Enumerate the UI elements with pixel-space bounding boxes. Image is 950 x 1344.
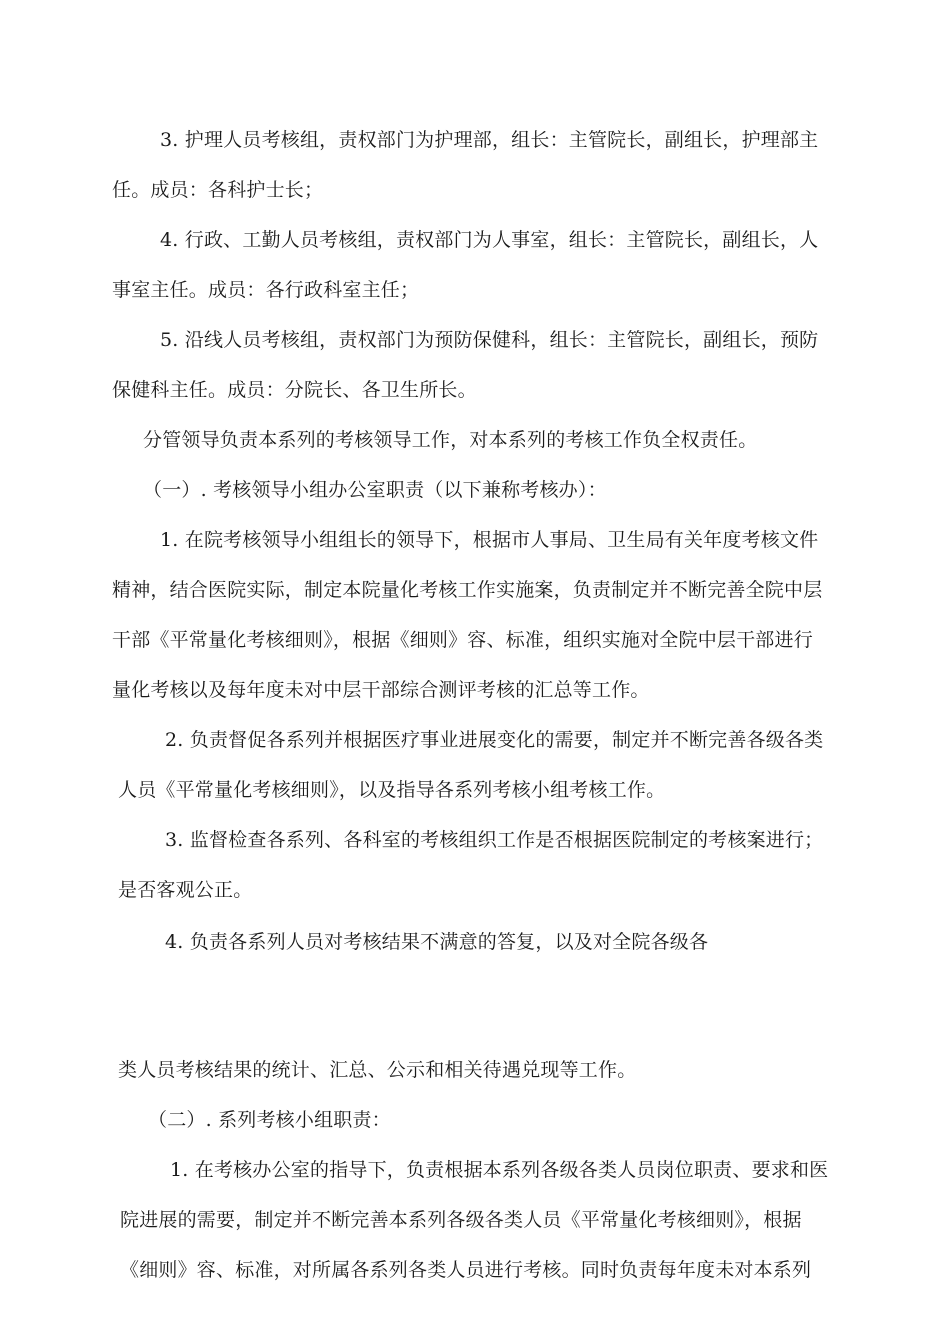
text-line: 干部《平常量化考核细则》，根据《细则》容、标准，组织实施对全院中层干部进行 [112,629,813,651]
text-line: 4. 行政、工勤人员考核组，责权部门为人事室，组长：主管院长，副组长，人 [160,229,819,251]
text-line: 是否客观公正。 [118,879,253,901]
text-line: 1. 在考核办公室的指导下，负责根据本系列各级各类人员岗位职责、要求和医 [170,1159,829,1181]
text-line: 分管领导负责本系列的考核领导工作，对本系列的考核工作负全权责任。 [143,429,758,451]
text-line: 3. 护理人员考核组，责权部门为护理部，组长：主管院长，副组长，护理部主 [160,129,819,151]
text-line: 2. 负责督促各系列并根据医疗事业进展变化的需要，制定并不断完善各级各类 [165,729,824,751]
text-line: 5. 沿线人员考核组，责权部门为预防保健科，组长：主管院长，副组长，预防 [160,329,819,351]
text-line: 院进展的需要，制定并不断完善本系列各级各类人员《平常量化考核细则》，根据 [120,1209,802,1231]
text-line: 1. 在院考核领导小组组长的领导下，根据市人事局、卫生局有关年度考核文件 [160,529,819,551]
text-line: 《细则》容、标准，对所属各系列各类人员进行考核。同时负责每年度未对本系列 [120,1259,812,1281]
text-line: 事室主任。成员：各行政科室主任； [112,279,420,301]
text-line: （二）. 系列考核小组职责： [148,1109,391,1131]
text-line: 4. 负责各系列人员对考核结果不满意的答复，以及对全院各级各 [165,931,709,953]
text-line: 人员《平常量化考核细则》，以及指导各系列考核小组考核工作。 [118,779,666,801]
text-line: 3. 监督检查各系列、各科室的考核组织工作是否根据医院制定的考核案进行； [165,829,824,851]
text-line: （一）. 考核领导小组办公室职责（以下兼称考核办）： [143,479,607,501]
text-line: 类人员考核结果的统计、汇总、公示和相关待遇兑现等工作。 [118,1059,637,1081]
text-line: 任。成员：各科护士长； [112,179,324,201]
text-line: 量化考核以及每年度未对中层干部综合测评考核的汇总等工作。 [112,679,650,701]
text-line: 精神，结合医院实际，制定本院量化考核工作实施案，负责制定并不断完善全院中层 [112,579,823,601]
text-line: 保健科主任。成员：分院长、各卫生所长。 [112,379,477,401]
